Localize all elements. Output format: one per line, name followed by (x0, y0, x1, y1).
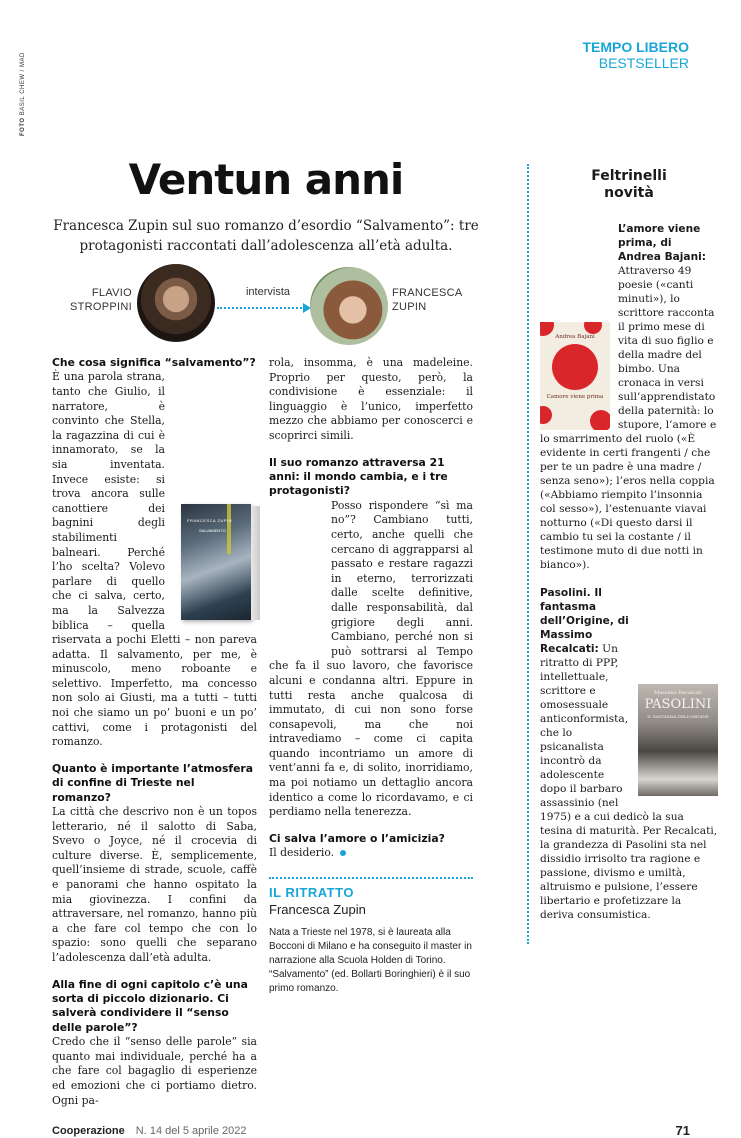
book-cover-front (181, 504, 251, 620)
dotted-divider (269, 877, 473, 879)
pasolini-cover-author: Massimo Recalcati (654, 690, 702, 696)
cover-author: FRANCESCA ZUPIN (187, 518, 233, 524)
cover-dot (584, 322, 602, 334)
photo-credit (20, 46, 32, 136)
book-cover-pasolini (638, 684, 718, 796)
answer-4-text: Posso rispondere “sì ma no”? Cambiano tutti, certo, anche quelli che cercano di aggrapparsi al passato e restare ragazzi in eterno, terrorizzati dalle scelte definitive, dalle responsabilità, dal grigiore degli anni. Cambiano, perché non si può sottrarsi al Tempo che fa il suo lavoro, che favorisce alcuni e condanna altri. Eppure in tutti resta anche qualcosa di immutato, di cui non sono forse consapevoli, ma che noi intravediamo – come ci capita quando incontriamo un amore di vent’anni fa e, di solito, inorridiamo, ma poi notiamo un dettaglio ancora identico a come lo ricordavamo, e ci perdiamo nella tenerezza. (269, 498, 473, 819)
question-5: Ci salva l’amore o l’amicizia? (269, 831, 445, 845)
interviewee-first-name: FRANCESCA (392, 287, 463, 299)
sidebar-title-line-2: novità (604, 185, 654, 201)
publication-name: Cooperazione (52, 1125, 125, 1137)
cover-dot (590, 410, 610, 430)
answer-4 (269, 499, 473, 820)
question-2: Quanto è importante l’atmosfera di confine di Trieste nel romanzo? (52, 761, 254, 804)
book-2-text: Un ritratto di PPP, intellettuale, scrittore e omosessuale anticonformista, che lo psicanalista incontrò da adolescente dopo il barbaro assassinio (nel 1975) e a cui dedicò la sua tesina di maturità. Per Recalcati, la grandezza di Pasolini sta nel dissidio irrisolto tra ragione e passione, divismo e umiltà, altruismo e pulsione, l’essere libertario e profetizzare la deriva consumistica. (540, 643, 718, 921)
sidebar-feltrinelli (540, 168, 718, 922)
photo-credit-text: BASIL CHEW / MAD (20, 52, 26, 116)
question-1: Che cosa significa “salvamento”? (52, 356, 256, 369)
page-footer (52, 1124, 690, 1138)
interviewer-avatar (137, 264, 215, 342)
interviewer-last-name: STROPPINI (70, 301, 132, 313)
interviewee-last-name: ZUPIN (392, 301, 427, 313)
article-headline: Ventun anni (128, 155, 404, 204)
article-column-1 (52, 356, 257, 1108)
bajani-cover-title: L’amore viene prima (546, 394, 604, 400)
section-subtitle: BESTSELLER (598, 55, 689, 71)
answer-1-text: È una parola strana, tanto che Giulio, il narratore, è convinto che Stella, la ragazzina di cui è innamorato, se la sia inventata. Invece esiste: si trova ancora sulle canottiere dei bagnini degli stabilimenti balneari. Perché l’ho scelta? Volevo parlare di quello che ci salva, certo, ma la Salvezza biblica – quella riservata a pochi Eletti – non pareva adatta. Il salvamento, per me, è minuscolo, meno roboante e selettivo. Imperfetto, ma concesso non solo ai Giusti, ma a tutti – tutti noi che siamo un po’ buoni e un po’ cattivi, come i protagonisti del romanzo. (52, 370, 257, 749)
end-mark-icon (340, 850, 346, 856)
sidebar-book-2 (540, 586, 718, 922)
portrait-bio: Nata a Trieste nel 1978, si è laureata alla Bocconi di Milano e ha conseguito il master in narrazione alla Scuola Holden di Torino. “Salvamento” (ed. Bollarti Boringhieri) è il suo primo romanzo. (269, 926, 472, 994)
pasolini-cover-title: PASOLINI (644, 697, 712, 712)
interviewer-name (60, 286, 132, 314)
byline (60, 262, 480, 346)
interviewee-avatar (310, 267, 388, 345)
sidebar-title (540, 168, 718, 202)
cover-stripe (227, 504, 231, 554)
portrait-label: IL RITRATTO (269, 884, 354, 900)
page-number: 71 (675, 1123, 690, 1138)
column-divider (527, 164, 529, 944)
question-3: Alla fine di ogni capitolo c’è una sorta di piccolo dizionario. Ci salverà condividere il “senso delle parole”? (52, 977, 248, 1034)
answer-3-part-1: Credo che il “senso delle parole” sia quanto mai individuale, perché ha a che fare col bagaglio di esperienze ed emozioni che ci portiamo dietro. Ogni pa- (52, 1035, 257, 1107)
answer-1 (52, 370, 257, 749)
book-1-text: Attraverso 49 poesie («canti minuti»), lo scrittore racconta il primo mese di vita di suo figlio e della madre del bimbo. Una cronaca in versi sull’apprendistato della paternità: lo stupore, l’amore e lo smarrimento del ruolo («È evidente in certi frangenti / che per te un padre è una madre / senza seno»); l’eros nella coppia («Abbiamo riempito l’insonnia col sesso»), l’estenuante viavai notturno («Di questo darsi il cambio tu sei la costante / il testimone muto di due notti in bianco»). (540, 265, 717, 571)
article-subtitle: Francesca Zupin sul suo romanzo d’esordio “Salvamento”: tre protagonisti raccontati dall’adolescenza all’età adulta. (53, 218, 479, 254)
portrait-name: Francesca Zupin (269, 901, 366, 917)
cover-title: SALVAMENTO (199, 528, 226, 534)
book-cover-salvamento (181, 504, 263, 622)
sidebar-title-line-1: Feltrinelli (591, 168, 667, 184)
answer-3-part-2: rola, insomma, è una madeleine. Proprio per questo, però, la condivisione è essenziale: il linguaggio è l’unico, imperfetto mezzo che abbiamo per conoscerci e scoprirci simili. (269, 356, 473, 442)
article-body (52, 356, 473, 1108)
dotted-arrow-line (217, 307, 305, 309)
interviewer-first-name: FLAVIO (91, 287, 132, 299)
book-2-heading: Pasolini. Il fantasma dell’Origine, di Massimo Recalcati: (540, 587, 629, 655)
photo-credit-label: FOTO (20, 117, 26, 136)
section-tag (582, 39, 689, 71)
book-1-heading: L’amore viene prima, di Andrea Bajani: (618, 223, 706, 263)
cover-dot (540, 406, 552, 424)
cover-dot (552, 344, 598, 390)
answer-5-text: Il desiderio. (269, 846, 335, 860)
book-cover-salvamento-wrap (173, 502, 257, 624)
article-column-2 (269, 356, 473, 996)
sidebar-book-1 (540, 222, 718, 572)
answer-2: La città che descrivo non è un topos letterario, né il salotto di Saba, Svevo o Joyce, né il crocevia di culture diverse. È, semplicemente, quell’insieme di strade, scuole, caffè e panorami che hanno ospitato la mia giovinezza. I confini da attraversare, nel romanzo, hanno più a che fare col tempo che con lo spazio: sono quelli che separano l’adolescenza dall’età adulta. (52, 805, 257, 964)
bajani-cover-author: Andrea Bajani (555, 334, 595, 340)
question-4: Il suo romanzo attraversa 21 anni: il mondo cambia, e i tre protagonisti? (269, 455, 448, 498)
photo-credit-rotated (20, 52, 26, 136)
interviewee-name (392, 286, 463, 314)
section-title: TEMPO LIBERO (582, 39, 689, 55)
byline-verb: intervista (245, 286, 291, 298)
book-2-paragraph (540, 586, 718, 922)
book-cover-wrap-space (269, 529, 323, 649)
book-spine (251, 506, 260, 620)
portrait-box (269, 877, 473, 996)
book-cover-bajani (540, 322, 610, 430)
answer-5 (269, 846, 473, 861)
issue-info: N. 14 del 5 aprile 2022 (135, 1125, 247, 1137)
book-1-paragraph (540, 222, 718, 572)
pasolini-cover-subtitle: IL FANTASMA DELL’ORIGINE (647, 714, 709, 719)
